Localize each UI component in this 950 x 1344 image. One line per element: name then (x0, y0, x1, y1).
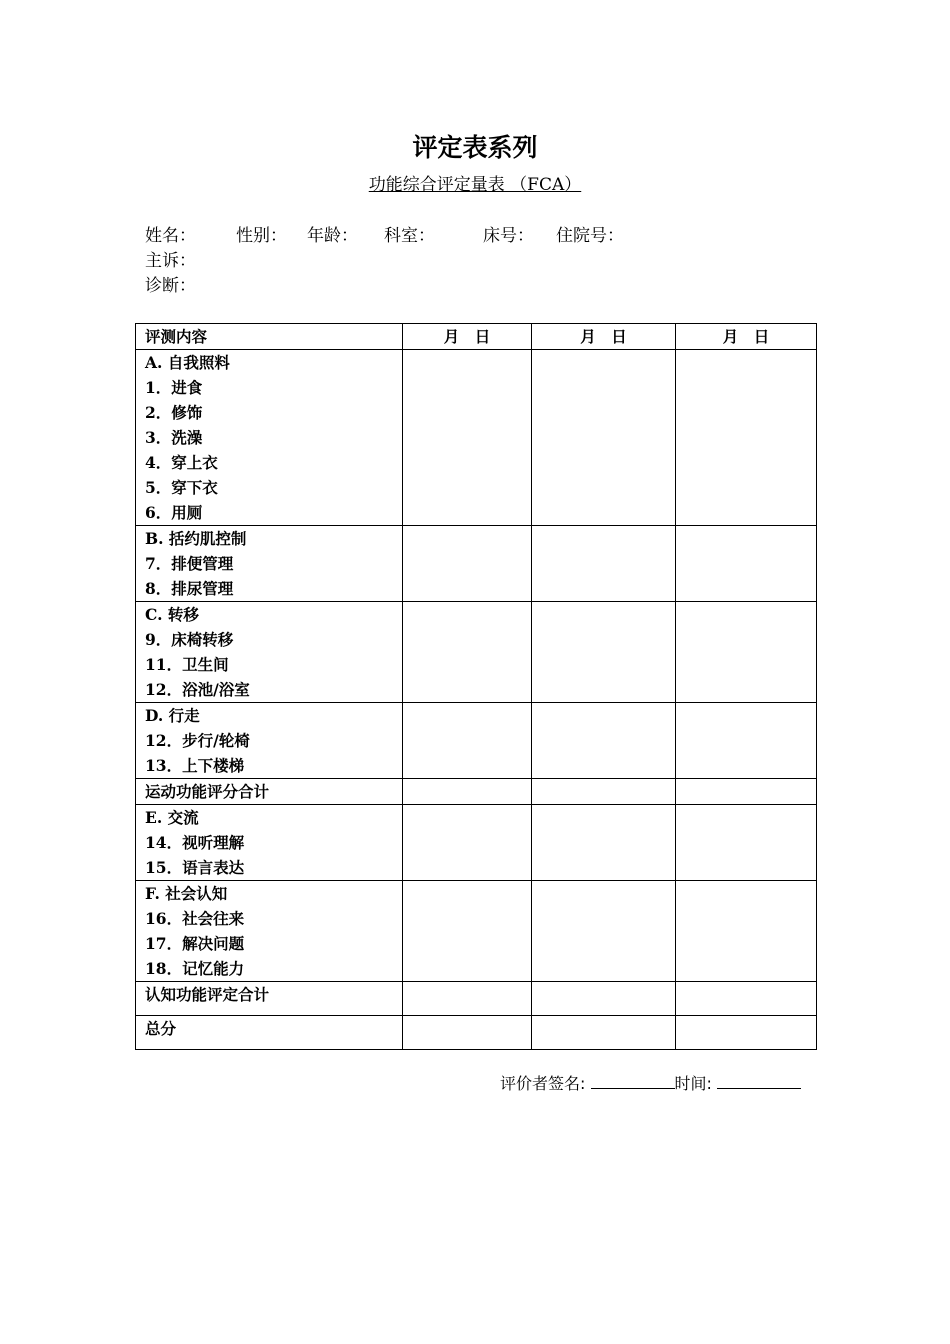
score-cell[interactable] (532, 703, 676, 779)
section-communication: E. 交流 14．视听理解 15．语言表达 (136, 805, 403, 881)
score-cell[interactable] (532, 602, 676, 703)
score-cell[interactable] (676, 881, 817, 982)
time-field[interactable] (717, 1070, 801, 1089)
section-transfer: C. 转移 9．床椅转移 11．卫生间 12．浴池/浴室 (136, 602, 403, 703)
fca-table (135, 323, 817, 1050)
score-cell[interactable] (403, 602, 532, 703)
score-cell[interactable] (676, 602, 817, 703)
score-cell[interactable] (403, 1016, 532, 1050)
motor-total-label: 运动功能评分合计 (136, 779, 403, 805)
section-self-care: A. 自我照料 1．进食 2．修饰 3．洗澡 4．穿上衣 5．穿下衣 6．用厕 (136, 350, 403, 526)
page-title: 评定表系列 (412, 133, 538, 162)
table-row (136, 805, 817, 881)
grand-total-row (136, 1016, 817, 1050)
header-date-1: 月 日 (403, 324, 532, 350)
section-social-cognition: F. 社会认知 16．社会往来 17．解决问题 18．记忆能力 (136, 881, 403, 982)
evaluator-signature-field[interactable] (591, 1070, 675, 1089)
score-cell[interactable] (403, 779, 532, 805)
score-cell[interactable] (403, 350, 532, 526)
score-cell[interactable] (676, 1016, 817, 1050)
name-label: 姓名： (145, 226, 196, 246)
diagnosis-label: 诊断： (145, 276, 196, 296)
header-date-2: 月 日 (532, 324, 676, 350)
table-row (136, 703, 817, 779)
chief-complaint-label: 主诉： (145, 251, 196, 271)
section-sphincter: B. 括约肌控制 7．排便管理 8．排尿管理 (136, 526, 403, 602)
motor-total-row (136, 779, 817, 805)
score-cell[interactable] (403, 805, 532, 881)
score-cell[interactable] (676, 350, 817, 526)
score-cell[interactable] (403, 703, 532, 779)
age-label: 年龄： (307, 226, 358, 246)
score-cell[interactable] (403, 881, 532, 982)
form-subtitle: 功能综合评定量表 （FCA） (368, 175, 582, 195)
score-cell[interactable] (532, 881, 676, 982)
bed-label: 床号： (483, 226, 534, 246)
score-cell[interactable] (532, 982, 676, 1016)
header-content: 评测内容 (136, 324, 403, 350)
score-cell[interactable] (676, 779, 817, 805)
score-cell[interactable] (676, 703, 817, 779)
signature-line (500, 1070, 801, 1097)
score-cell[interactable] (532, 350, 676, 526)
admission-number-label: 住院号： (556, 226, 624, 246)
score-cell[interactable] (676, 805, 817, 881)
cognitive-total-row (136, 982, 817, 1016)
department-label: 科室： (384, 226, 435, 246)
table-row (136, 526, 817, 602)
score-cell[interactable] (532, 1016, 676, 1050)
score-cell[interactable] (403, 982, 532, 1016)
grand-total-label: 总分 (136, 1016, 403, 1050)
score-cell[interactable] (532, 779, 676, 805)
score-cell[interactable] (403, 526, 532, 602)
score-cell[interactable] (532, 526, 676, 602)
cognitive-total-label: 认知功能评定合计 (136, 982, 403, 1016)
header-date-3: 月 日 (676, 324, 817, 350)
score-cell[interactable] (532, 805, 676, 881)
evaluator-signature-label: 评价者签名: (500, 1074, 586, 1093)
gender-label: 性别： (236, 226, 287, 246)
table-row (136, 602, 817, 703)
score-cell[interactable] (676, 982, 817, 1016)
section-locomotion: D. 行走 12．步行/轮椅 13．上下楼梯 (136, 703, 403, 779)
table-header-row (136, 324, 817, 350)
score-cell[interactable] (676, 526, 817, 602)
time-label: 时间: (674, 1074, 712, 1093)
table-row (136, 350, 817, 526)
table-row (136, 881, 817, 982)
